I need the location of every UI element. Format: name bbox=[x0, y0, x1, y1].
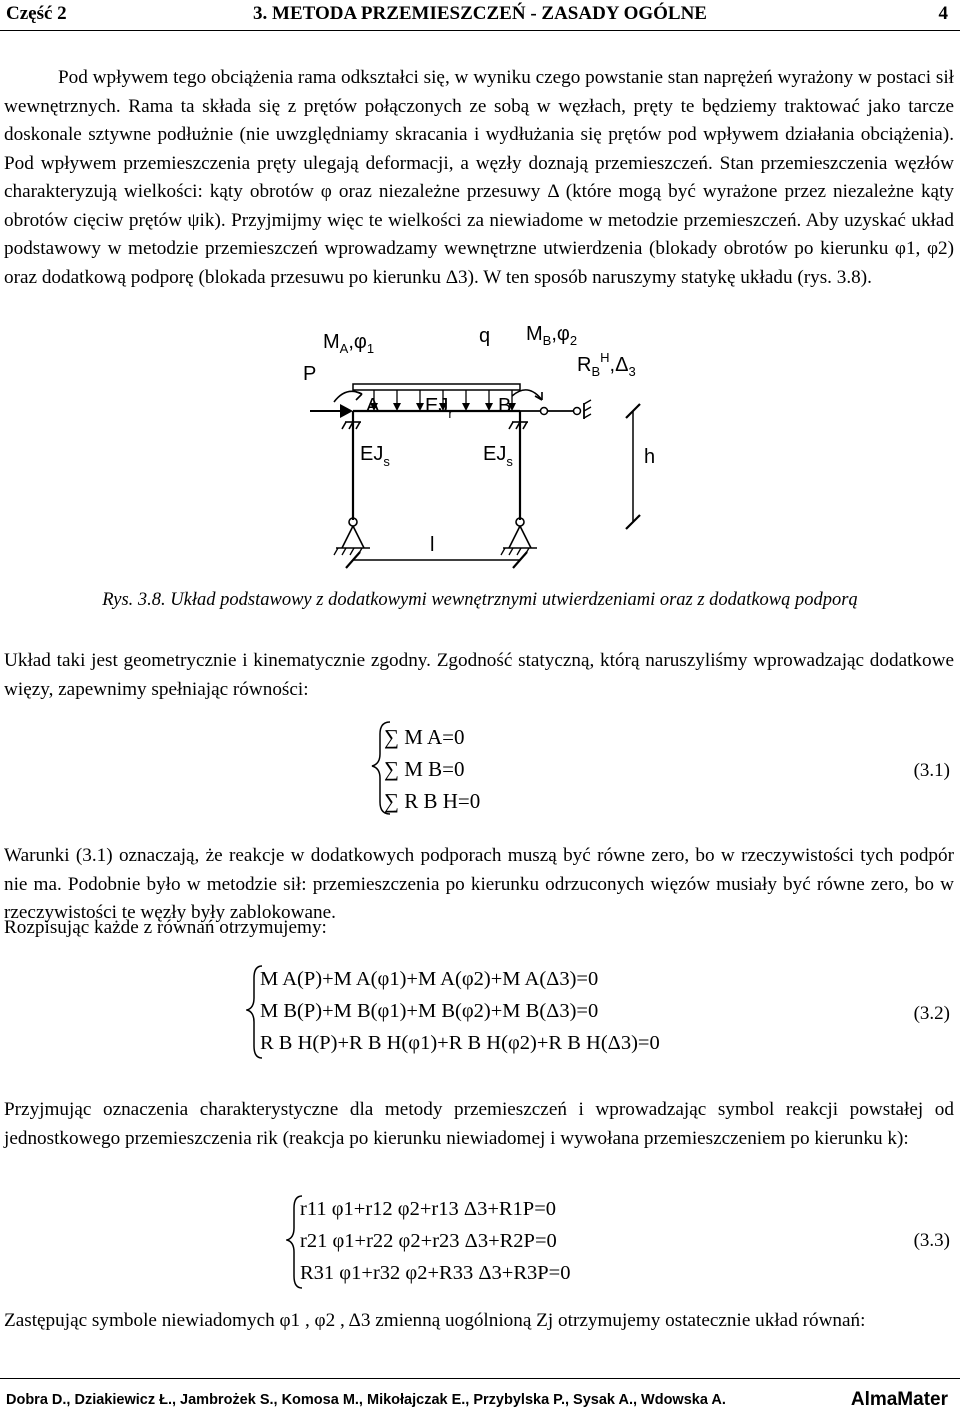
equation-3-3-line-1: r11 φ1+r12 φ2+r13 Δ3+R1P=0 bbox=[300, 1198, 557, 1220]
paragraph-4: Rozpisując każde z równań otrzymujemy: bbox=[4, 917, 327, 938]
paragraph-1: Pod wpływem tego obciążenia rama odkształci się, w wyniku czego powstanie stan naprężeń wyrażony w postaci sił wewnętrznych. Rama ta składa się z prętów połączonych ze sobą w węzłach, pręty te będziemy traktować jako tarcze doskonale sztywne podłużnie (nie uwzględniamy skracania i wydłużania się prętów pod wpływem działania obciążenia). Pod wpływem przemieszczenia pręty ulegają deformacji, a węzły doznają przemieszczeń. Stan przemieszczenia węzłów charakteryzują wielkości: kąty obrotów φ oraz niezależne przesuwy Δ (które mogą być wyrażone przez niezależne kąty obrotów cięciw prętów ψik). Przyjmijmy więc te wielkości za niewiadome w metodzie przemieszczeń. Aby uzyskać układ podstawowy w metodzie przemieszczeń wprowadzamy wewnętrzne utwierdzenia (blokady obrotów po kierunku φ1, φ2) oraz dodatkową podporę (blokada przesuwu po kierunku Δ3). W ten sposób naruszymy statykę układu (rys. 3.8). bbox=[4, 67, 954, 288]
label-MB: $M_B,\varphi_2$ bbox=[526, 323, 578, 348]
equation-3-1-line-3: ∑ R B H=0 bbox=[384, 789, 481, 813]
header-part: Część 2 bbox=[6, 3, 67, 24]
paragraph-2: Układ taki jest geometrycznie i kinematycznie zgodny. Zgodność statyczną, którą naruszyliśmy wprowadzając dodatkowe więzy, zapewnimy spełniając równości: bbox=[4, 650, 954, 700]
label-EJs-left: $EJ_s$ bbox=[360, 443, 390, 469]
frame-diagram bbox=[250, 308, 690, 578]
equation-3-3-line-3: R31 φ1+r32 φ2+R33 Δ3+R3P=0 bbox=[300, 1262, 571, 1284]
equation-3-3 bbox=[286, 1192, 606, 1292]
equation-3-1-line-2: ∑ M B=0 bbox=[384, 757, 465, 781]
page-header bbox=[0, 0, 960, 32]
label-P: P bbox=[303, 363, 317, 385]
equation-3-1 bbox=[370, 718, 570, 818]
equation-3-1-line-1: ∑ M A=0 bbox=[384, 725, 465, 749]
label-h: h bbox=[644, 446, 656, 468]
label-EJs-right: $EJ_s$ bbox=[483, 443, 513, 469]
label-B: B bbox=[498, 395, 512, 417]
equation-3-1-number: (3.1) bbox=[913, 760, 950, 781]
label-q: q bbox=[479, 325, 491, 347]
label-RB: $R_B^H,\Delta_3$ bbox=[577, 350, 636, 379]
footer-rule bbox=[0, 1378, 960, 1379]
frame-figure bbox=[250, 308, 690, 578]
footer-authors: Dobra D., Dziakiewicz Ł., Jambrożek S., Komosa M., Mikołajczak E., Przybylska P., Sysak A., Wdowska A. bbox=[6, 1392, 726, 1408]
label-A: A bbox=[366, 395, 380, 417]
label-l: l bbox=[430, 534, 435, 556]
equation-3-2-number: (3.2) bbox=[913, 1003, 950, 1024]
equation-3-3-line-2: r21 φ1+r22 φ2+r23 Δ3+R2P=0 bbox=[300, 1230, 557, 1252]
figure-caption: Rys. 3.8. Układ podstawowy z dodatkowymi wewnętrznymi utwierdzeniami oraz z dodatkową podporą bbox=[102, 590, 858, 610]
label-EJr: $EJ_r$ bbox=[425, 395, 453, 421]
header-rule bbox=[0, 30, 960, 31]
header-title: 3. METODA PRZEMIESZCZEŃ - ZASADY OGÓLNE bbox=[253, 3, 707, 24]
paragraph-5: Przyjmując oznaczenia charakterystyczne dla metody przemieszczeń i wprowadzając symbol reakcji powstałej od jednostkowego przemieszczenia rik (reakcja po kierunku niewiadomej i wywołana przemieszczeniem po kierunku k): bbox=[4, 1099, 954, 1149]
label-MA: $M_A,\varphi_1$ bbox=[323, 331, 375, 356]
footer-brand: AlmaMater bbox=[850, 1389, 948, 1410]
page-number: 4 bbox=[938, 3, 948, 24]
equation-3-2-line-2: M B(P)+M B(φ1)+M B(φ2)+M B(Δ3)=0 bbox=[260, 1000, 599, 1022]
equation-3-2-line-1: M A(P)+M A(φ1)+M A(φ2)+M A(Δ3)=0 bbox=[260, 968, 599, 990]
paragraph-6: Zastępując symbole niewiadomych φ1 , φ2 , Δ3 zmienną uogólnioną Zj otrzymujemy ostatecznie układ równań: bbox=[4, 1310, 866, 1331]
equation-3-3-number: (3.3) bbox=[913, 1230, 950, 1251]
equation-3-2-line-3: R B H(P)+R B H(φ1)+R B H(φ2)+R B H(Δ3)=0 bbox=[260, 1032, 660, 1054]
equation-3-2 bbox=[246, 962, 686, 1062]
paragraph-3: Warunki (3.1) oznaczają, że reakcje w dodatkowych podporach muszą być równe zero, bo w rzeczywistości tych podpór nie ma. Podobnie było w metodzie sił: przemieszczenia po kierunku odrzuconych więzów musiały być równe zero, bo w rzeczywistości te węzły były zablokowane. bbox=[4, 845, 954, 923]
